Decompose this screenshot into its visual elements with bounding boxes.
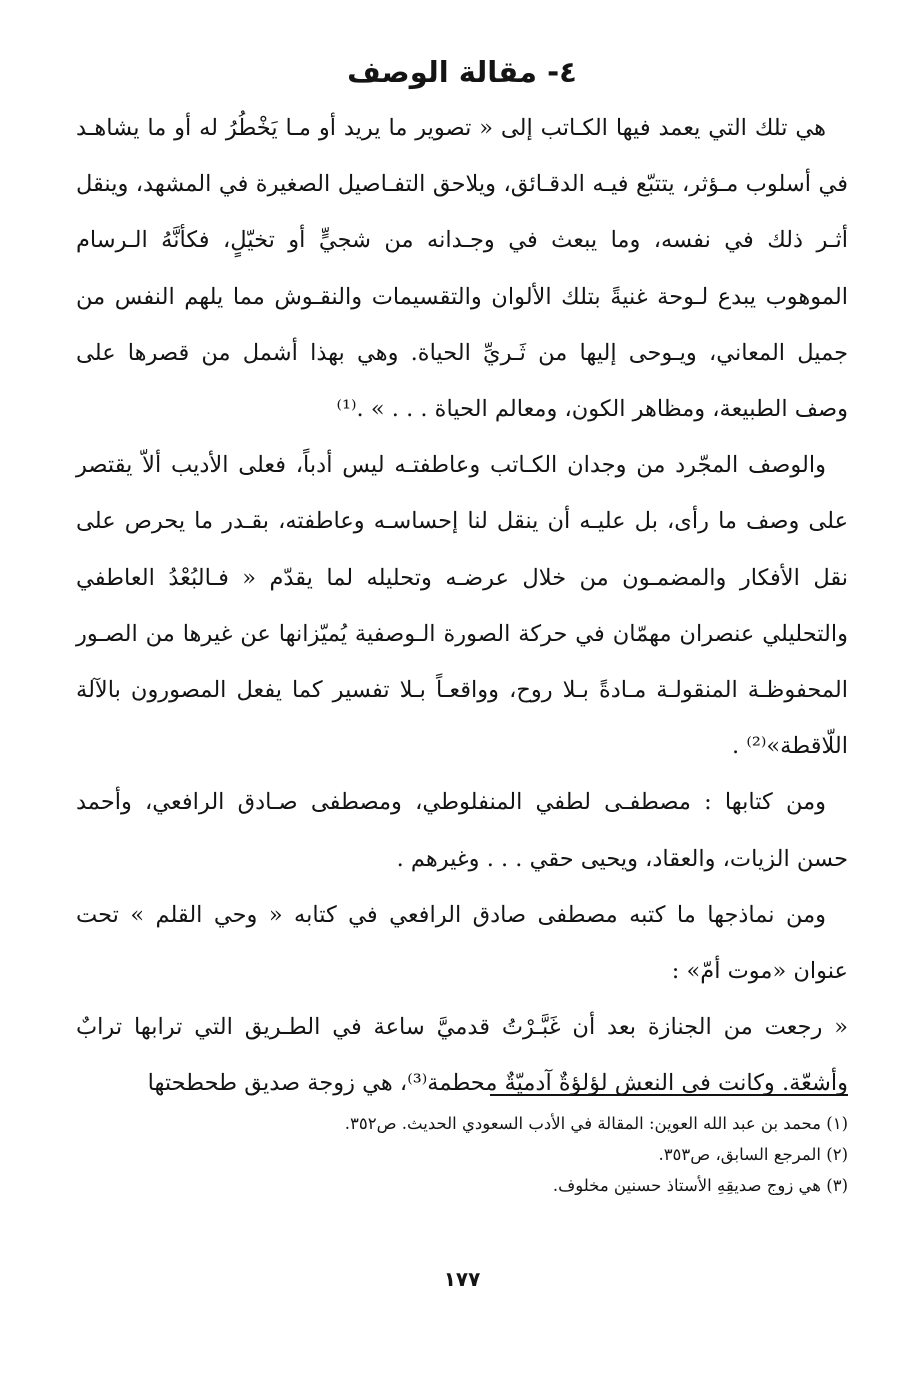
paragraph-example-intro: ومن نماذجها ما كتبه مصطفى صادق الرافعي في كتابه « وحي القلم » تحت عنوان «موت أمّ» : [76, 901, 848, 985]
footnote-item: (٢) المرجع السابق، ص٣٥٣. [658, 1145, 848, 1164]
footnote-item: (١) محمد بن عبد الله العوين: المقالة في الأدب السعودي الحديث. ص٣٥٢. [344, 1114, 848, 1133]
paragraph-definition: هي تلك التي يعمد فيها الكـاتب إلى « تصوير ما يريد أو مـا يَخْطُرُ له أو ما يشاهـد في أسلوب مـؤثر، يتتبّع فيـه الدقـائق، ويلاحق التفـاصيل الصغيرة في المشهد، وينقل أثـر ذلك في نفسه، وما يبعث في وجـدانه من شجيٍّ أو تخيّلٍ، فكأنَّهُ الـرسام الموهوب يبدع لـوحة غنيةً بتلك الألوان والتقسيمات والنقـوش مما يلهم النفس من جميل المعاني، ويـوحى إليها من ثَـريِّ الحياة. وهي بهذا أشمل من قصرها على وصف الطبيعة، ومظاهر الكون، ومعالم الحياة . . . » .⁽¹⁾ [76, 115, 848, 423]
paragraph-writers: ومن كتابها : مصطفـى لطفي المنفلوطي، ومصطفى صـادق الرافعي، وأحمد حسن الزيات، والعقاد، ويحيى حقي . . . وغيرهم . [76, 789, 848, 872]
footnote-item: (٣) هي زوج صديقِهِ الأستاذ حسنين مخلوف. [552, 1176, 848, 1195]
paragraph-quote: « رجعت من الجنازة بعد أن غَبَّـرْتُ قدميَّ ساعة في الطـريق التي ترابها ترابٌ وأشعّة. وكانت في النعش لؤلؤةٌ آدميّةٌ محطمة⁽³⁾، هي زوجة صديق طحطحتها [76, 1014, 848, 1097]
page-number: ١٧٧ [443, 1267, 481, 1291]
paragraph-emotion: والوصف المجّرد من وجدان الكـاتب وعاطفتـه ليس أدباً، فعلى الأديب ألاّ يقتصر على وصف ما رأى، بل عليـه أن ينقل لنا إحساسـه وعاطفته، بقـدر ما يحرص على نقل الأفكار والمضمـون من خلال عرضـه وتحليله لما يقدّم « فـالبُعْدُ العاطفي والتحليلي عنصران مهمّان في حركة الصورة الـوصفية يُميّزانها عن غيرها من الصـور المحفوظـة المنقولـة مـادةً بـلا روح، وواقعـاً بـلا تفسير كما يفعل المصورون بالآلة اللّاقطة»⁽²⁾ . [76, 452, 848, 760]
footnotes [76, 1108, 848, 1201]
body-text [76, 100, 848, 1112]
section-heading: ٤- مقالة الوصف [347, 55, 577, 89]
footnote-divider [490, 1094, 848, 1096]
